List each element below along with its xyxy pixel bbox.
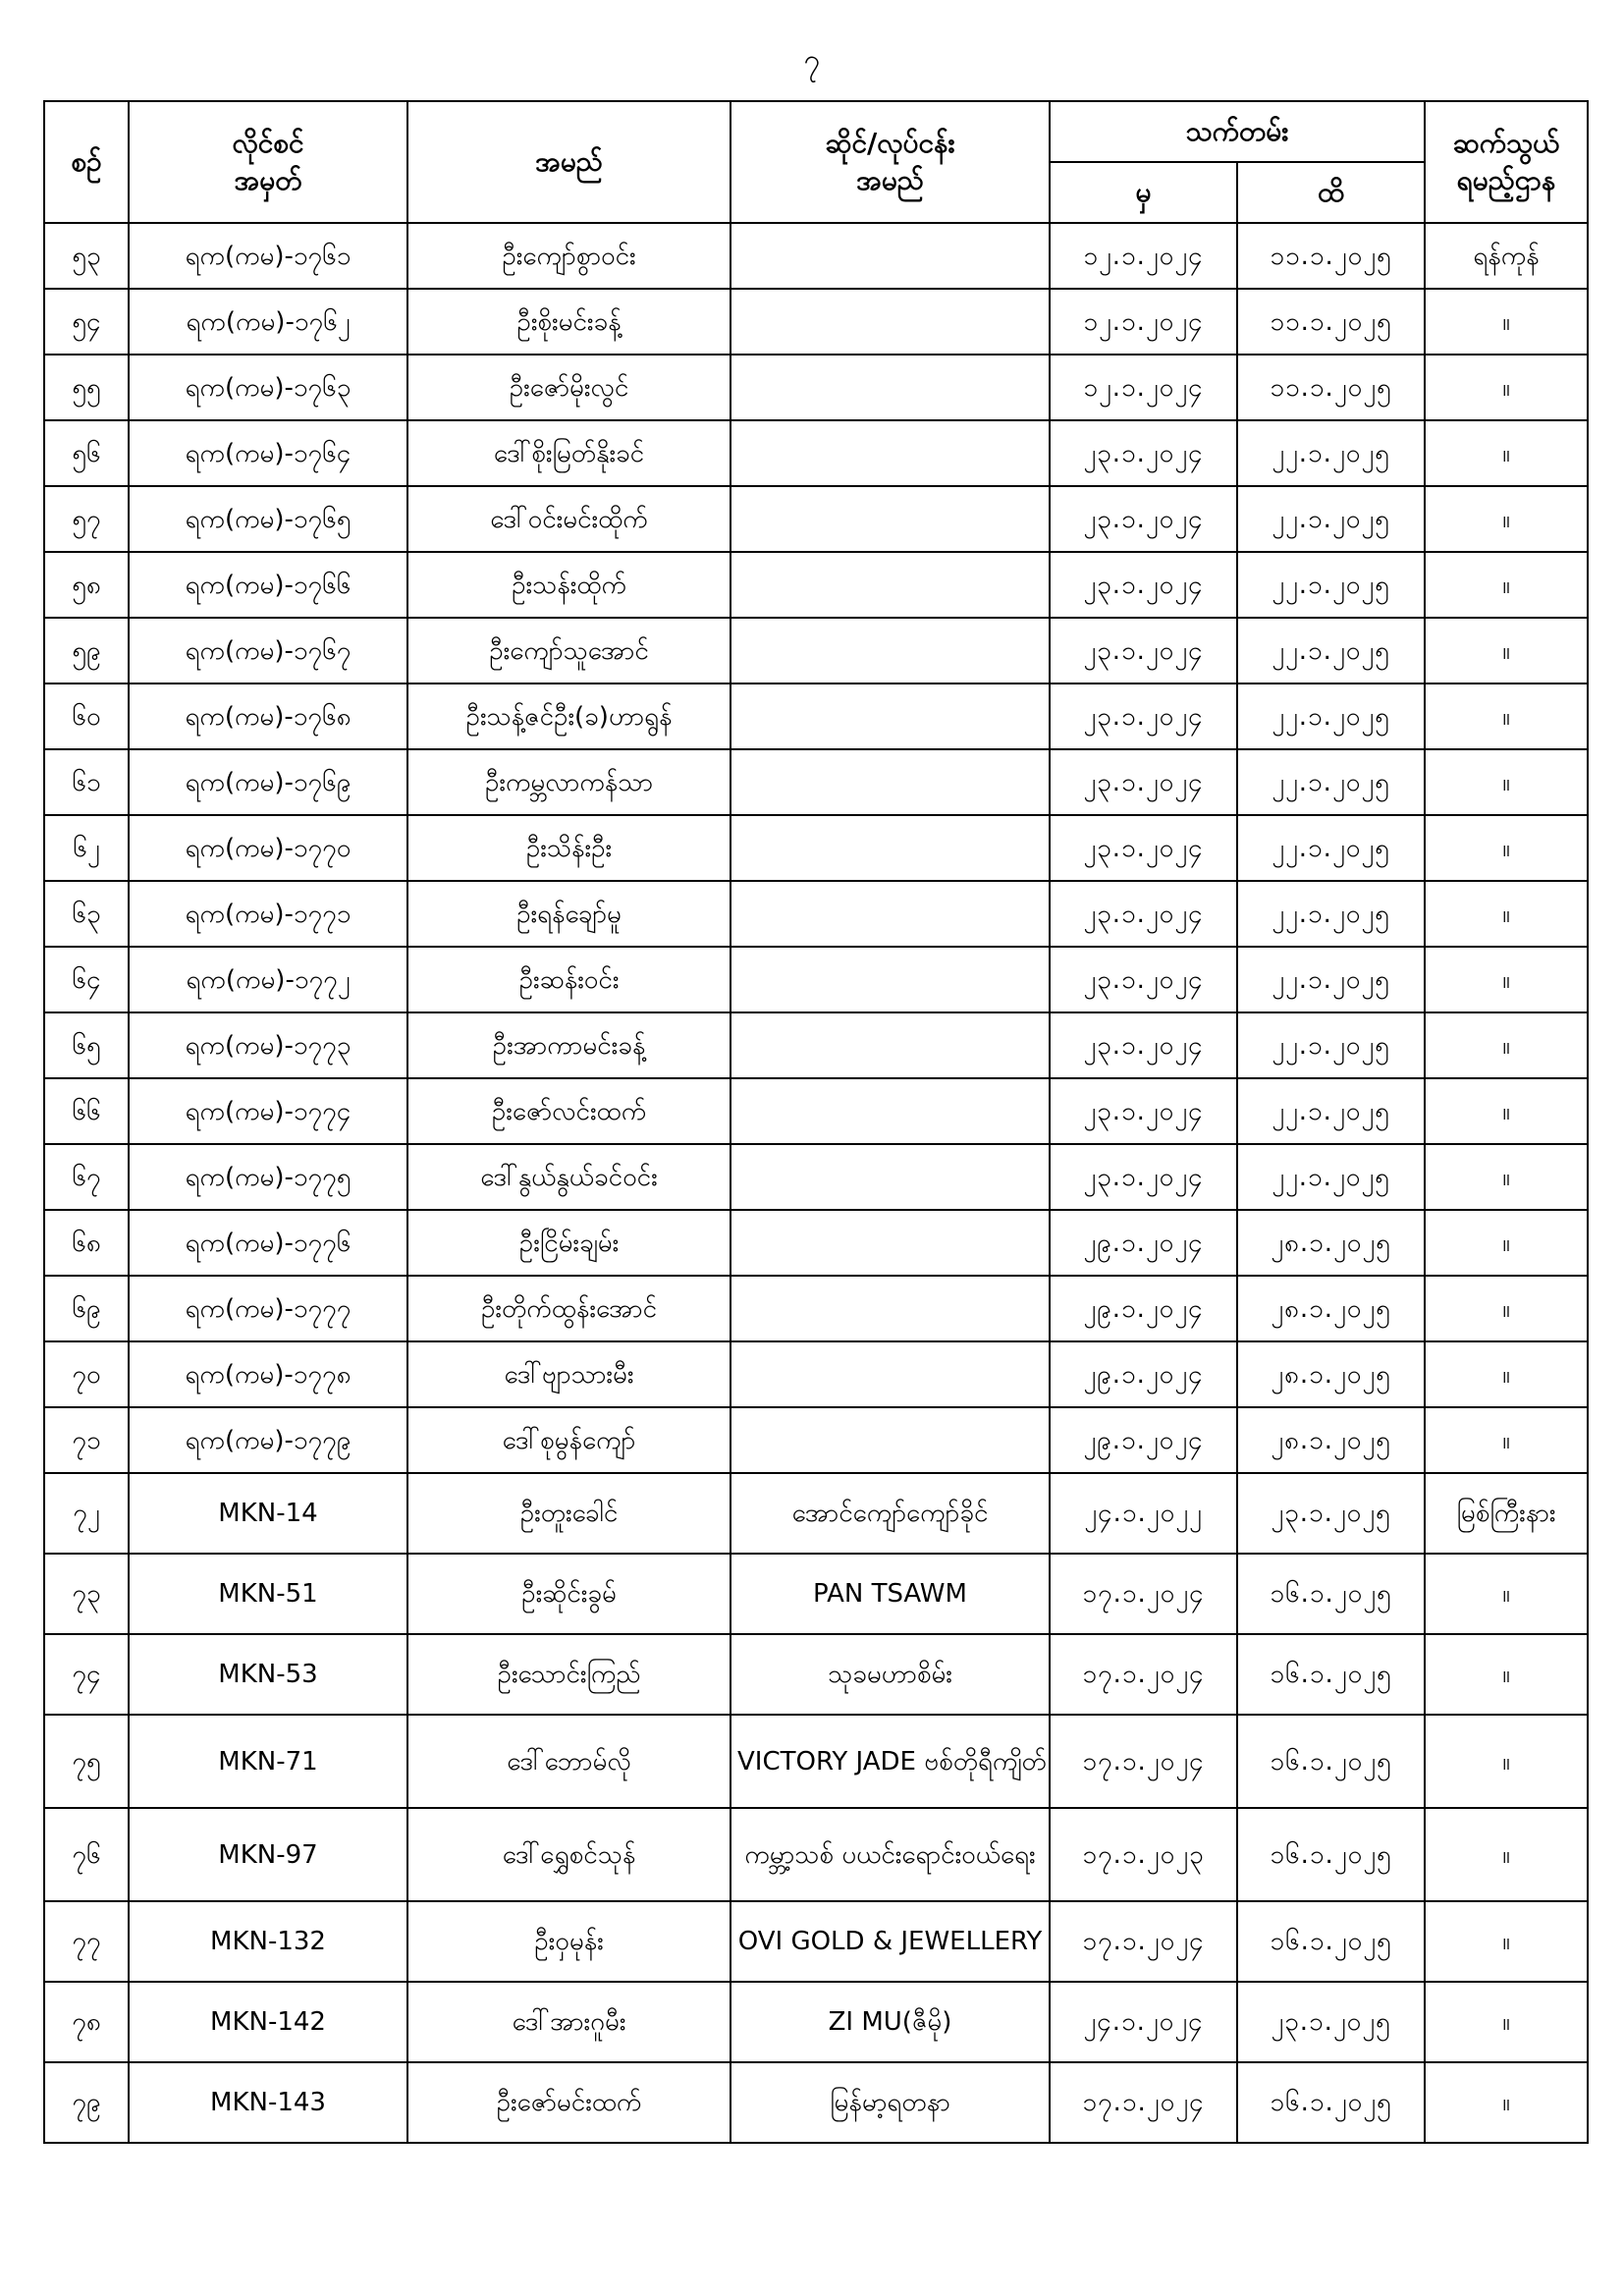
cell-license-no: MKN-142	[129, 1982, 407, 2062]
cell-valid-from: ၁၂.၁.၂၀၂၄	[1050, 355, 1237, 420]
cell-license-no: ရက(ကမ)-၁၇၆၉	[129, 749, 407, 815]
cell-contact-office: ။	[1425, 1078, 1588, 1144]
cell-shop-name	[731, 683, 1050, 749]
cell-contact-office: ။	[1425, 1554, 1588, 1634]
cell-name: ဦးကျော်စွာဝင်း	[407, 223, 731, 289]
table-row	[44, 1982, 1588, 2062]
cell-valid-to: ၂၂.၁.၂၀၂၅	[1237, 1144, 1425, 1210]
cell-no: ၆၆	[44, 1078, 129, 1144]
cell-name: ဦးဆိုင်းခွမ်	[407, 1554, 731, 1634]
cell-shop-name: ZI MU(ဇီမို)	[731, 1982, 1050, 2062]
cell-valid-to: ၂၈.၁.၂၀၂၅	[1237, 1210, 1425, 1276]
cell-name: ဦးကမ္ဘလာကန်သာ	[407, 749, 731, 815]
cell-name: ဦးတူးခေါင်	[407, 1473, 731, 1554]
cell-no: ၆၀	[44, 683, 129, 749]
cell-no: ၆၅	[44, 1012, 129, 1078]
cell-valid-to: ၂၂.၁.၂၀၂၅	[1237, 749, 1425, 815]
cell-contact-office: ။	[1425, 749, 1588, 815]
cell-no: ၅၉	[44, 618, 129, 683]
cell-contact-office: ။	[1425, 1144, 1588, 1210]
cell-name: ဒေါ်ဘောမ်လို	[407, 1715, 731, 1808]
cell-shop-name: OVI GOLD & JEWELLERY	[731, 1901, 1050, 1982]
cell-license-no: ရက(ကမ)-၁၇၆၆	[129, 552, 407, 618]
cell-name: ဒေါ်ရွှေစင်သုန်	[407, 1808, 731, 1901]
cell-valid-to: ၁၆.၁.၂၀၂၅	[1237, 1634, 1425, 1715]
cell-no: ၇၆	[44, 1808, 129, 1901]
cell-shop-name: မြန်မာ့ရတနာ	[731, 2062, 1050, 2143]
cell-valid-to: ၂၂.၁.၂၀၂၅	[1237, 552, 1425, 618]
table-row	[44, 947, 1588, 1012]
table-row	[44, 1715, 1588, 1808]
cell-shop-name	[731, 947, 1050, 1012]
cell-license-no: MKN-71	[129, 1715, 407, 1808]
table-row	[44, 420, 1588, 486]
table-row	[44, 1276, 1588, 1341]
header-no: စဉ်	[44, 101, 129, 223]
cell-license-no: MKN-132	[129, 1901, 407, 1982]
header-license-no-line2: အမှတ်	[234, 164, 302, 196]
cell-license-no: ရက(ကမ)-၁၇၇၈	[129, 1341, 407, 1407]
cell-contact-office: ။	[1425, 1210, 1588, 1276]
cell-name: ဦးသောင်းကြည်	[407, 1634, 731, 1715]
table-row	[44, 1473, 1588, 1554]
cell-valid-from: ၂၃.၁.၂၀၂၄	[1050, 683, 1237, 749]
cell-valid-from: ၁၂.၁.၂၀၂၄	[1050, 223, 1237, 289]
cell-contact-office: ။	[1425, 815, 1588, 881]
cell-valid-from: ၂၃.၁.၂၀၂၄	[1050, 1144, 1237, 1210]
cell-contact-office: မြစ်ကြီးနား	[1425, 1473, 1588, 1554]
cell-no: ၆၈	[44, 1210, 129, 1276]
header-from: မှ	[1050, 162, 1237, 223]
cell-contact-office: ။	[1425, 1808, 1588, 1901]
cell-shop-name: PAN TSAWM	[731, 1554, 1050, 1634]
cell-contact-office: ။	[1425, 1982, 1588, 2062]
cell-shop-name	[731, 1012, 1050, 1078]
cell-name: ဦးရန်ချော်မူ	[407, 881, 731, 947]
cell-name: ဒေါ်ဗျာသားမီး	[407, 1341, 731, 1407]
cell-no: ၆၄	[44, 947, 129, 1012]
cell-no: ၅၄	[44, 289, 129, 355]
header-shop-name-line1: ဆိုင်/လုပ်ငန်း	[825, 127, 955, 159]
cell-contact-office: ။	[1425, 947, 1588, 1012]
cell-contact-office: ။	[1425, 289, 1588, 355]
page-number: ၇	[803, 43, 821, 78]
cell-valid-from: ၂၃.၁.၂၀၂၄	[1050, 881, 1237, 947]
cell-no: ၇၇	[44, 1901, 129, 1982]
cell-name: ဦးဆန်းဝင်း	[407, 947, 731, 1012]
cell-valid-to: ၁၆.၁.၂၀၂၅	[1237, 1901, 1425, 1982]
cell-shop-name: အောင်ကျော်ကျော်ခိုင်	[731, 1473, 1050, 1554]
cell-contact-office: ။	[1425, 1276, 1588, 1341]
cell-valid-from: ၁၇.၁.၂၀၂၄	[1050, 1901, 1237, 1982]
header-license-no	[129, 101, 407, 223]
cell-no: ၇၅	[44, 1715, 129, 1808]
cell-valid-to: ၁၆.၁.၂၀၂၅	[1237, 1715, 1425, 1808]
header-name: အမည်	[407, 101, 731, 223]
table-row	[44, 1808, 1588, 1901]
cell-shop-name	[731, 815, 1050, 881]
cell-no: ၅၇	[44, 486, 129, 552]
cell-valid-from: ၁၇.၁.၂၀၂၄	[1050, 1554, 1237, 1634]
cell-name: ဦးဝှမုန်း	[407, 1901, 731, 1982]
cell-valid-to: ၂၂.၁.၂၀၂၅	[1237, 486, 1425, 552]
cell-no: ၆၉	[44, 1276, 129, 1341]
table-row	[44, 1144, 1588, 1210]
cell-no: ၅၃	[44, 223, 129, 289]
cell-contact-office: ။	[1425, 355, 1588, 420]
header-validity: သက်တမ်း	[1050, 101, 1425, 162]
table-row	[44, 1901, 1588, 1982]
cell-valid-to: ၂၂.၁.၂၀၂၅	[1237, 881, 1425, 947]
table-row	[44, 1012, 1588, 1078]
cell-shop-name	[731, 486, 1050, 552]
cell-valid-from: ၂၉.၁.၂၀၂၄	[1050, 1341, 1237, 1407]
cell-contact-office: ရန်ကုန်	[1425, 223, 1588, 289]
cell-valid-to: ၂၂.၁.၂၀၂၅	[1237, 1078, 1425, 1144]
cell-valid-from: ၁၇.၁.၂၀၂၄	[1050, 1634, 1237, 1715]
cell-shop-name	[731, 1210, 1050, 1276]
cell-license-no: ရက(ကမ)-၁၇၇၉	[129, 1407, 407, 1473]
cell-no: ၇၀	[44, 1341, 129, 1407]
cell-shop-name	[731, 1341, 1050, 1407]
cell-no: ၆၇	[44, 1144, 129, 1210]
cell-valid-to: ၁၁.၁.၂၀၂၅	[1237, 223, 1425, 289]
cell-valid-from: ၁၂.၁.၂၀၂၄	[1050, 289, 1237, 355]
cell-license-no: ရက(ကမ)-၁၇၆၄	[129, 420, 407, 486]
cell-license-no: ရက(ကမ)-၁၇၆၅	[129, 486, 407, 552]
cell-no: ၅၆	[44, 420, 129, 486]
cell-valid-from: ၂၃.၁.၂၀၂၄	[1050, 1078, 1237, 1144]
cell-valid-to: ၂၂.၁.၂၀၂၅	[1237, 683, 1425, 749]
table-row	[44, 618, 1588, 683]
cell-name: ဦးအာကာမင်းခန့်	[407, 1012, 731, 1078]
cell-license-no: ရက(ကမ)-၁၇၆၇	[129, 618, 407, 683]
table-row	[44, 683, 1588, 749]
cell-contact-office: ။	[1425, 1407, 1588, 1473]
cell-license-no: ရက(ကမ)-၁၇၇၅	[129, 1144, 407, 1210]
cell-no: ၅၅	[44, 355, 129, 420]
table-row	[44, 1634, 1588, 1715]
cell-name: ဒေါ်နွယ်နွယ်ခင်ဝင်း	[407, 1144, 731, 1210]
cell-valid-from: ၂၉.၁.၂၀၂၄	[1050, 1276, 1237, 1341]
cell-shop-name	[731, 355, 1050, 420]
table-row	[44, 881, 1588, 947]
cell-valid-to: ၂၃.၁.၂၀၂၅	[1237, 1982, 1425, 2062]
cell-valid-from: ၁၇.၁.၂၀၂၃	[1050, 1808, 1237, 1901]
cell-shop-name	[731, 552, 1050, 618]
cell-no: ၇၁	[44, 1407, 129, 1473]
cell-no: ၇၄	[44, 1634, 129, 1715]
cell-valid-from: ၂၃.၁.၂၀၂၄	[1050, 552, 1237, 618]
cell-name: ဦးတိုက်ထွန်းအောင်	[407, 1276, 731, 1341]
cell-valid-to: ၁၆.၁.၂၀၂၅	[1237, 2062, 1425, 2143]
license-register-table	[43, 100, 1589, 2144]
cell-valid-to: ၁၆.၁.၂၀၂၅	[1237, 1554, 1425, 1634]
cell-license-no: ရက(ကမ)-၁၇၇၇	[129, 1276, 407, 1341]
cell-shop-name	[731, 1144, 1050, 1210]
cell-valid-to: ၂၈.၁.၂၀၂၅	[1237, 1276, 1425, 1341]
table-row	[44, 355, 1588, 420]
cell-valid-to: ၂၈.၁.၂၀၂၅	[1237, 1407, 1425, 1473]
cell-shop-name	[731, 749, 1050, 815]
cell-name: ဦးစိုးမင်းခန့်	[407, 289, 731, 355]
cell-contact-office: ။	[1425, 1012, 1588, 1078]
cell-valid-from: ၂၃.၁.၂၀၂၄	[1050, 420, 1237, 486]
table-row	[44, 1210, 1588, 1276]
cell-contact-office: ။	[1425, 618, 1588, 683]
table-row	[44, 1407, 1588, 1473]
cell-contact-office: ။	[1425, 683, 1588, 749]
cell-license-no: ရက(ကမ)-၁၇၇၀	[129, 815, 407, 881]
cell-shop-name	[731, 1078, 1050, 1144]
header-contact-office-line1: ဆက်သွယ်	[1452, 127, 1560, 159]
cell-no: ၅၈	[44, 552, 129, 618]
cell-valid-from: ၂၃.၁.၂၀၂၄	[1050, 815, 1237, 881]
cell-valid-from: ၂၉.၁.၂၀၂၄	[1050, 1210, 1237, 1276]
cell-shop-name	[731, 289, 1050, 355]
cell-valid-to: ၂၂.၁.၂၀၂၅	[1237, 1012, 1425, 1078]
table-row	[44, 1078, 1588, 1144]
cell-valid-to: ၁၆.၁.၂၀၂၅	[1237, 1808, 1425, 1901]
cell-no: ၇၃	[44, 1554, 129, 1634]
cell-shop-name: ကမ္ဘာ့သစ် ပယင်းရောင်းဝယ်ရေး	[731, 1808, 1050, 1901]
cell-name: ဦးငြိမ်းချမ်း	[407, 1210, 731, 1276]
cell-name: ဒေါ်အားဂူမီး	[407, 1982, 731, 2062]
cell-valid-from: ၂၃.၁.၂၀၂၄	[1050, 618, 1237, 683]
cell-license-no: MKN-97	[129, 1808, 407, 1901]
cell-license-no: MKN-51	[129, 1554, 407, 1634]
cell-license-no: ရက(ကမ)-၁၇၇၂	[129, 947, 407, 1012]
cell-shop-name	[731, 618, 1050, 683]
cell-contact-office: ။	[1425, 420, 1588, 486]
cell-contact-office: ။	[1425, 486, 1588, 552]
cell-valid-from: ၂၄.၁.၂၀၂၂	[1050, 1473, 1237, 1554]
cell-no: ၆၃	[44, 881, 129, 947]
cell-valid-to: ၂၂.၁.၂၀၂၅	[1237, 618, 1425, 683]
header-license-no-line1: လိုင်စင်	[232, 127, 304, 159]
cell-license-no: ရက(ကမ)-၁၇၆၂	[129, 289, 407, 355]
cell-contact-office: ။	[1425, 1715, 1588, 1808]
cell-license-no: MKN-143	[129, 2062, 407, 2143]
cell-no: ၆၁	[44, 749, 129, 815]
cell-no: ၇၉	[44, 2062, 129, 2143]
cell-name: ဒေါ်ဝင်းမင်းထိုက်	[407, 486, 731, 552]
cell-license-no: ရက(ကမ)-၁၇၇၃	[129, 1012, 407, 1078]
cell-shop-name	[731, 420, 1050, 486]
cell-no: ၇၈	[44, 1982, 129, 2062]
cell-contact-office: ။	[1425, 1341, 1588, 1407]
table-row	[44, 1554, 1588, 1634]
cell-valid-from: ၂၃.၁.၂၀၂၄	[1050, 1012, 1237, 1078]
table-row	[44, 552, 1588, 618]
cell-license-no: ရက(ကမ)-၁၇၆၈	[129, 683, 407, 749]
cell-shop-name	[731, 223, 1050, 289]
table-row	[44, 815, 1588, 881]
cell-no: ၆၂	[44, 815, 129, 881]
cell-name: ဦးသန့်ဇင်ဦး(ခ)ဟာရွန်	[407, 683, 731, 749]
cell-contact-office: ။	[1425, 1634, 1588, 1715]
cell-shop-name	[731, 1276, 1050, 1341]
cell-name: ဒေါ်စိုးမြတ်နိုးခင်	[407, 420, 731, 486]
cell-valid-from: ၂၃.၁.၂၀၂၄	[1050, 749, 1237, 815]
cell-no: ၇၂	[44, 1473, 129, 1554]
cell-valid-to: ၂၈.၁.၂၀၂၅	[1237, 1341, 1425, 1407]
cell-valid-to: ၁၁.၁.၂၀၂၅	[1237, 289, 1425, 355]
cell-contact-office: ။	[1425, 1901, 1588, 1982]
cell-name: ဦးသန်းထိုက်	[407, 552, 731, 618]
cell-valid-from: ၂၃.၁.၂၀၂၄	[1050, 486, 1237, 552]
header-shop-name-line2: အမည်	[856, 164, 924, 196]
table-row	[44, 223, 1588, 289]
cell-valid-from: ၂၉.၁.၂၀၂၄	[1050, 1407, 1237, 1473]
cell-valid-from: ၂၃.၁.၂၀၂၄	[1050, 947, 1237, 1012]
cell-contact-office: ။	[1425, 881, 1588, 947]
cell-shop-name	[731, 881, 1050, 947]
cell-valid-to: ၂၂.၁.၂၀၂၅	[1237, 947, 1425, 1012]
table-row	[44, 486, 1588, 552]
header-contact-office-line2: ရမည့်ဌာန	[1456, 164, 1556, 196]
table-row	[44, 1341, 1588, 1407]
cell-valid-to: ၂၂.၁.၂၀၂၅	[1237, 420, 1425, 486]
table-row	[44, 289, 1588, 355]
cell-name: ဦးဇော်မင်းထက်	[407, 2062, 731, 2143]
cell-name: ဦးကျော်သူအောင်	[407, 618, 731, 683]
register-body	[44, 223, 1588, 2143]
cell-name: ဒေါ်စုမွန်ကျော်	[407, 1407, 731, 1473]
cell-valid-to: ၂၂.၁.၂၀၂၅	[1237, 815, 1425, 881]
cell-valid-to: ၁၁.၁.၂၀၂၅	[1237, 355, 1425, 420]
cell-license-no: ရက(ကမ)-၁၇၆၃	[129, 355, 407, 420]
cell-shop-name: VICTORY JADE ဗစ်တိုရီကျိတ်	[731, 1715, 1050, 1808]
cell-valid-to: ၂၃.၁.၂၀၂၅	[1237, 1473, 1425, 1554]
cell-valid-from: ၁၇.၁.၂၀၂၄	[1050, 1715, 1237, 1808]
table-row	[44, 749, 1588, 815]
cell-name: ဦးဇော်လင်းထက်	[407, 1078, 731, 1144]
cell-license-no: ရက(ကမ)-၁၇၇၁	[129, 881, 407, 947]
table-row	[44, 2062, 1588, 2143]
header-to: ထိ	[1237, 162, 1425, 223]
cell-contact-office: ။	[1425, 2062, 1588, 2143]
cell-license-no: ရက(ကမ)-၁၇၇၆	[129, 1210, 407, 1276]
cell-license-no: ရက(ကမ)-၁၇၆၁	[129, 223, 407, 289]
cell-contact-office: ။	[1425, 552, 1588, 618]
cell-license-no: ရက(ကမ)-၁၇၇၄	[129, 1078, 407, 1144]
cell-valid-from: ၁၇.၁.၂၀၂၄	[1050, 2062, 1237, 2143]
cell-shop-name	[731, 1407, 1050, 1473]
cell-name: ဦးသိန်းဦး	[407, 815, 731, 881]
cell-name: ဦးဇော်မိုးလွင်	[407, 355, 731, 420]
header-shop-name	[731, 101, 1050, 223]
cell-license-no: MKN-53	[129, 1634, 407, 1715]
header-contact-office	[1425, 101, 1588, 223]
cell-license-no: MKN-14	[129, 1473, 407, 1554]
cell-valid-from: ၂၄.၁.၂၀၂၄	[1050, 1982, 1237, 2062]
cell-shop-name: သုခမဟာစိမ်း	[731, 1634, 1050, 1715]
